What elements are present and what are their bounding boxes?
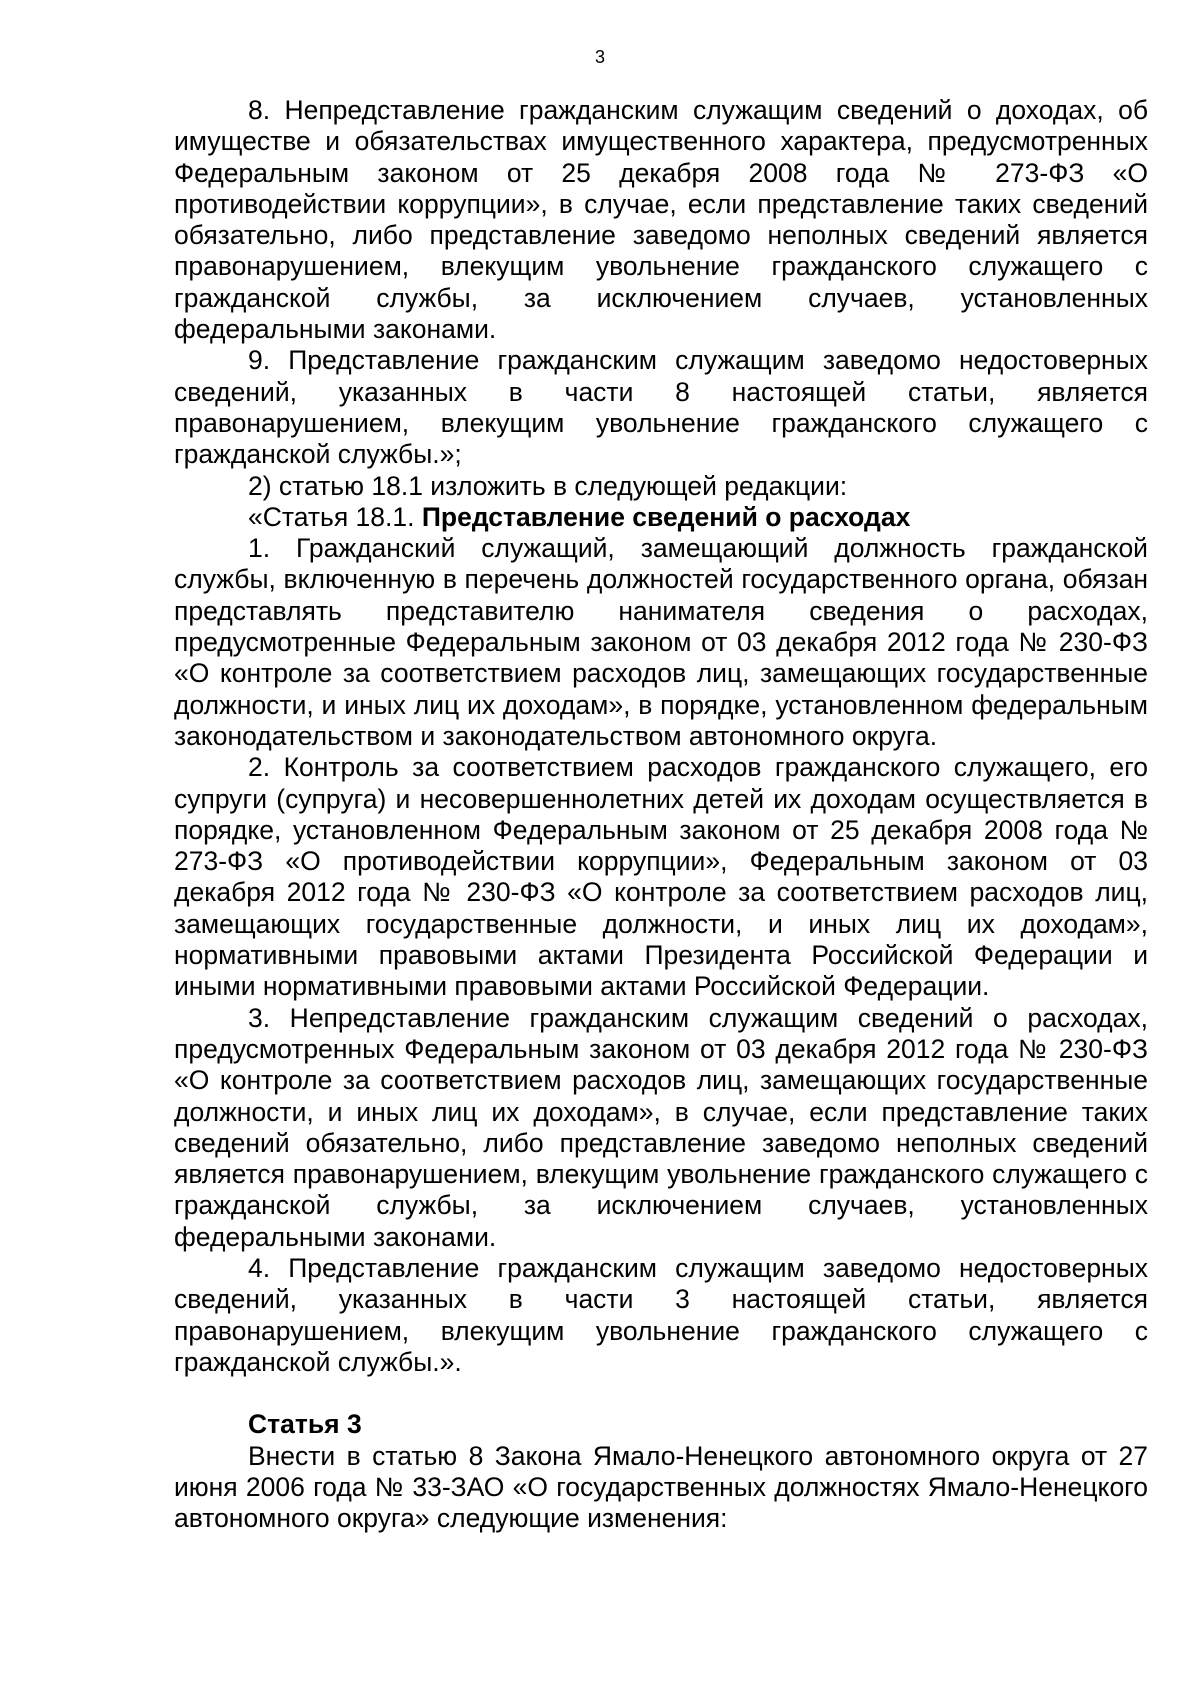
paragraph-part-9: 9. Представление гражданским служащим заведомо недостоверных сведений, указанных в части 8 настоящей статьи, является правонарушением, влекущим увольнение гражданского служащего с гражданской службы.»;	[174, 345, 1148, 470]
paragraph-article-3: Внести в статью 8 Закона Ямало-Ненецкого автономного округа от 27 июня 2006 года № 33-ЗАО «О государственных должностях Ямало-Ненецкого автономного округа» следующие изменения:	[174, 1440, 1148, 1534]
article-heading-title: Представление сведений о расходах	[421, 501, 911, 532]
article-18-1-heading	[174, 502, 1148, 533]
paragraph-18-1-part-1: 1. Гражданский служащий, замещающий должность гражданской службы, включенную в перечень должностей государственного органа, обязан представлять представителю нанимателя сведения о расходах, предусмотренные Федеральным законом от 03 декабря 2012 года № 230-ФЗ «О контроле за соответствием расходов лиц, замещающих государственные должности, и иных лиц их доходам», в порядке, установленном федеральным законодательством и законодательством автономного округа.	[174, 533, 1148, 751]
paragraph-18-1-part-2: 2. Контроль за соответствием расходов гражданского служащего, его супруги (супруга) и несовершеннолетних детей их доходам осуществляется в порядке, установленном Федеральным законом от 25 декабря 2008 года № 273-ФЗ «О противодействии коррупции», Федеральным законом от 03 декабря 2012 года № 230-ФЗ «О контроле за соответствием расходов лиц, замещающих государственные должности, и иных лиц их доходам», нормативными правовыми актами Президента Российской Федерации и иными нормативными правовыми актами Российской Федерации.	[174, 752, 1148, 1002]
paragraph-18-1-part-3: 3. Непредставление гражданским служащим сведений о расходах, предусмотренных Федеральным законом от 03 декабря 2012 года № 230-ФЗ «О контроле за соответствием расходов лиц, замещающих государственные должности, и иных лиц их доходам», в случае, если представление таких сведений обязательно, либо представление заведомо неполных сведений является правонарушением, влекущим увольнение гражданского служащего с гражданской службы, за исключением случаев, установленных федеральными законами.	[174, 1002, 1148, 1252]
paragraph-18-1-part-4: 4. Представление гражданским служащим заведомо недостоверных сведений, указанных в части 3 настоящей статьи, является правонарушением, влекущим увольнение гражданского служащего с гражданской службы.».	[174, 1252, 1148, 1377]
document-body	[174, 95, 1148, 1535]
paragraph-part-8: 8. Непредставление гражданским служащим сведений о доходах, об имуществе и обязательствах имущественного характера, предусмотренных Федеральным законом от 25 декабря 2008 года № 273-ФЗ «О противодействии коррупции», в случае, если представление таких сведений обязательно, либо представление заведомо неполных сведений является правонарушением, влекущим увольнение гражданского служащего с гражданской службы, за исключением случаев, установленных федеральными законами.	[174, 95, 1148, 345]
page-number: 3	[594, 47, 605, 67]
section-heading-article-3: Статья 3	[248, 1409, 362, 1440]
paragraph-amendment-2: 2) статью 18.1 изложить в следующей редакции:	[248, 470, 848, 501]
article-heading-prefix: «Статья 18.1.	[248, 501, 422, 532]
